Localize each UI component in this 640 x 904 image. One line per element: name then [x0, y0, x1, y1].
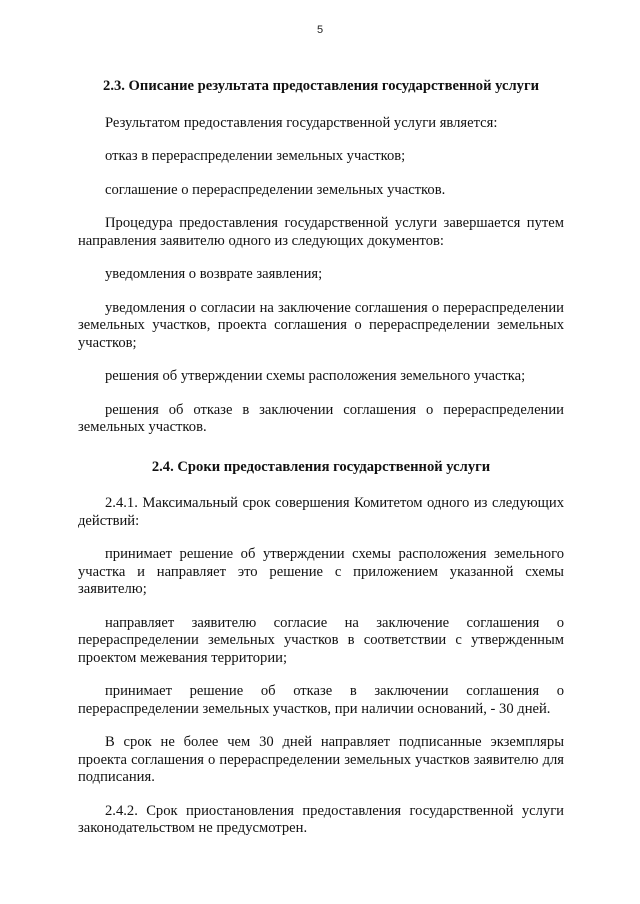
paragraph: соглашение о перераспределении земельных участков.: [105, 181, 446, 198]
paragraph: 2.4.2. Срок приостановления предоставления государственной услуги законодательством не предусмотрен.: [78, 802, 564, 836]
paragraph: решения об отказе в заключении соглашения о перераспределении земельных участков.: [78, 401, 564, 435]
paragraph: В срок не более чем 30 дней направляет подписанные экземпляры проекта соглашения о перераспределении земельных участков заявителю для подписания.: [78, 734, 564, 785]
paragraph: уведомления о согласии на заключение соглашения о перераспределении земельных участков, проекта соглашения о перераспределении земельных участков;: [78, 299, 564, 351]
paragraph: Результатом предоставления государственной услуги является:: [105, 114, 498, 131]
paragraph: отказ в перераспределении земельных участков;: [105, 148, 406, 164]
document-body: [78, 78, 564, 854]
paragraph: направляет заявителю согласие на заключение соглашения о перераспределении земельных участков в соответствии с утвержденным проектом межевания территории;: [78, 614, 564, 666]
page-number: 5: [316, 24, 324, 36]
paragraph: Процедура предоставления государственной услуги завершается путем направления заявителю одного из следующих документов:: [78, 215, 564, 249]
paragraph: решения об утверждении схемы расположения земельного участка;: [105, 368, 526, 384]
paragraph: принимает решение об отказе в заключении соглашения о перераспределении земельных участков, при наличии оснований, - 30 дней.: [78, 683, 564, 717]
paragraph: принимает решение об утверждении схемы расположения земельного участка и направляет это решение с приложением указанной схемы заявителю;: [78, 546, 564, 597]
paragraph: уведомления о возврате заявления;: [105, 266, 323, 282]
paragraph: 2.4.1. Максимальный срок совершения Комитетом одного из следующих действий:: [78, 495, 564, 529]
section-heading-result: 2.3. Описание результата предоставления государственной услуги: [103, 78, 539, 94]
section-heading-terms: 2.4. Сроки предоставления государственной услуги: [151, 458, 491, 475]
